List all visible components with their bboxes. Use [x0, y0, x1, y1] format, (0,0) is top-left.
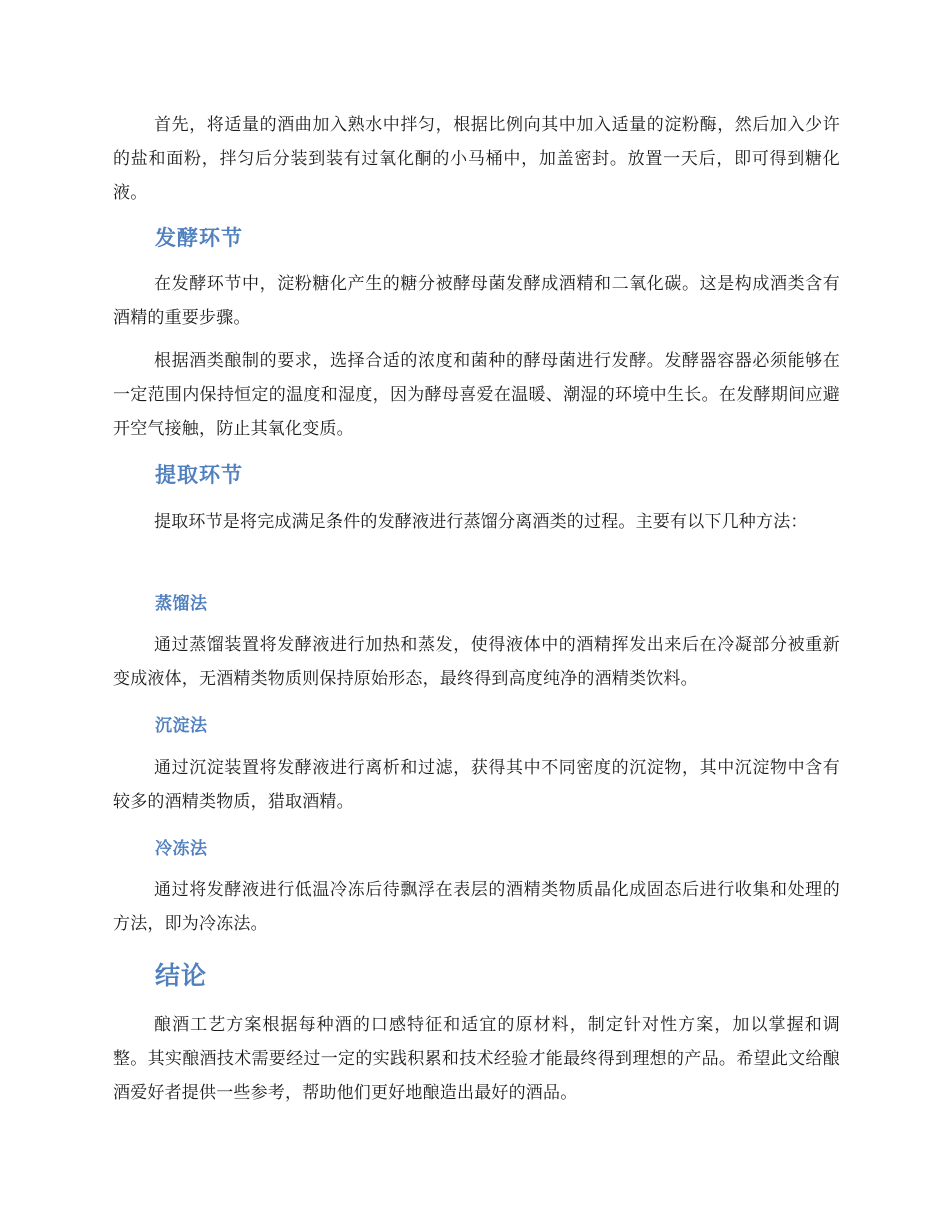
freezing-paragraph: 通过将发酵液进行低温冷冻后待飘浮在表层的酒精类物质晶化成固态后进行收集和处理的方法，即为冷冻法。 — [113, 880, 840, 934]
sedimentation-paragraph: 通过沉淀装置将发酵液进行离析和过滤，获得其中不同密度的沉淀物，其中沉淀物中含有较多的酒精类物质，猎取酒精。 — [113, 758, 840, 812]
fermentation-paragraph-2: 根据酒类酿制的要求，选择合适的浓度和菌种的酵母菌进行发酵。发酵器容器必须能够在一定范围内保持恒定的温度和湿度，因为酵母喜爱在温暖、潮湿的环境中生长。在发酵期间应避开空气接触，防止其氧化变质。 — [113, 351, 840, 439]
intro-paragraph: 首先，将适量的酒曲加入熟水中拌匀，根据比例向其中加入适量的淀粉酶，然后加入少许的盐和面粉，拌匀后分装到装有过氧化酮的小马桶中，加盖密封。放置一天后，即可得到糖化液。 — [113, 115, 840, 203]
section-heading-fermentation: 发酵环节 — [155, 226, 243, 250]
fermentation-paragraph-1: 在发酵环节中，淀粉糖化产生的糖分被酵母菌发酵成酒精和二氧化碳。这是构成酒类含有酒精的重要步骤。 — [113, 274, 840, 328]
distillation-paragraph: 通过蒸馏装置将发酵液进行加热和蒸发，使得液体中的酒精挥发出来后在冷凝部分被重新变成液体，无酒精类物质则保持原始形态，最终得到高度纯净的酒精类饮料。 — [113, 635, 840, 689]
subsection-heading-sedimentation: 沉淀法 — [155, 716, 208, 736]
conclusion-paragraph: 酿酒工艺方案根据每种酒的口感特征和适宜的原材料，制定针对性方案，加以掌握和调整。其实酿酒技术需要经过一定的实践积累和技术经验才能最终得到理想的产品。希望此文给酿酒爱好者提供一些参考，帮助他们更好地酿造出最好的酒品。 — [113, 1015, 840, 1103]
subsection-heading-freezing: 冷冻法 — [155, 839, 208, 859]
section-heading-conclusion: 结论 — [155, 961, 208, 990]
section-heading-extraction: 提取环节 — [155, 463, 243, 487]
subsection-heading-distillation: 蒸馏法 — [155, 594, 208, 614]
extraction-paragraph: 提取环节是将完成满足条件的发酵液进行蒸馏分离酒类的过程。主要有以下几种方法： — [154, 512, 808, 532]
